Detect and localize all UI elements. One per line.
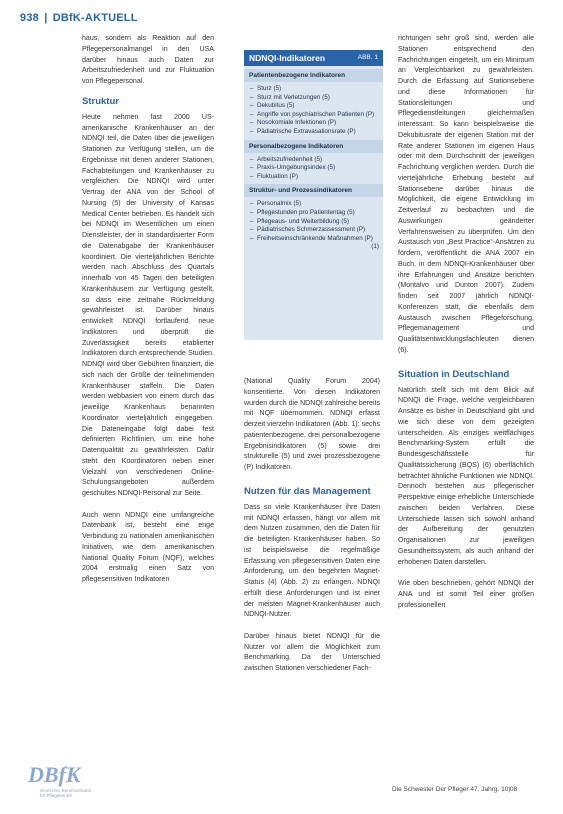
page-number: 938 bbox=[20, 12, 39, 24]
box-section-heading: Personalbezogene Indikatoren bbox=[244, 140, 383, 153]
col2-paragraph-1: (National Quality Forum 2004) konsentierte. Von diesen Indikatoren wurden durch die NDNQI zahlreiche bereits mit NQF übernommen. NDNQI erfasst derzeit vierzehn Indikatoren (Abb. 1): sechs patientenbezogene, drei personalbezogene Ergebnisindikatoren (5) sowie drei strukturelle (5) und zwei prozessbezogene (P) Indikatoren. bbox=[244, 378, 380, 471]
list-item: – Freiheitseinschränkende Maßnahmen (P) (1) bbox=[250, 235, 379, 244]
list-item: – Nosokomiale Infektionen (P) bbox=[250, 119, 379, 128]
header-separator: | bbox=[44, 12, 48, 24]
list-item: – Angriffe von psychiatrischen Patienten (P) bbox=[250, 111, 379, 120]
section-name: DBfK-AKTUELL bbox=[52, 12, 138, 24]
heading-struktur: Struktur bbox=[82, 95, 119, 107]
box-section-heading: Struktur- und Prozessindikatoren bbox=[244, 184, 383, 197]
list-item: – Personalmix (5) bbox=[250, 200, 379, 209]
list-item: – Pädiatrische Extravasationsrate (P) bbox=[250, 128, 379, 137]
box-list bbox=[244, 200, 383, 251]
list-item: – Pflegestunden pro Patiententag (5) bbox=[250, 209, 379, 218]
col3-paragraph-2: Natürlich stellt sich mit dem Blick auf NDNQI die Frage, welche vergleichbaren Ansätze es bisher in Deutschland gibt und wie sich diese von dem gezeigten unterscheiden. Als einziges weitflächiges Benchmarking-System erfüllt die Bundesgeschäftsstelle für Qualitätssicherung (BQS) (6) oberflächlich betrachtet ähnliche Funktionen wie NDNQI. Dennoch bestehen aus pflegerischer Perspektive einige erhebliche Unterschiede zwischen beiden Verfahren. Diese Unterschiede lassen sich sowohl anhand der Aufbereitung der genutzten Organisationen zur jeweiligen Gesundheitssystem, als auch anhand der erhobenen Daten darstellen. bbox=[398, 386, 534, 566]
page-footer: Die Schwester Der Pfleger 47. Jahrg. 10|08 bbox=[392, 786, 518, 793]
page-header bbox=[20, 12, 138, 24]
heading-situation: Situation in Deutschland bbox=[398, 368, 510, 380]
box-list bbox=[244, 156, 383, 182]
list-item: – Fluktuation (P) bbox=[250, 173, 379, 182]
column-3 bbox=[398, 34, 534, 611]
list-item: – Arbeitszufriedenheit (5) bbox=[250, 156, 379, 165]
list-item: – Dekubitus (5) bbox=[250, 102, 379, 111]
dbfk-logo bbox=[14, 762, 114, 802]
logo-subtitle: Deutscher Berufsverband für Pflegeberufe bbox=[40, 788, 92, 798]
col3-paragraph-3: Wie oben beschrieben, gehört NDNQI der ANA und ist somit Teil einer großen professionellen bbox=[398, 580, 534, 609]
column-2 bbox=[244, 377, 380, 675]
box-title bbox=[244, 50, 383, 66]
heading-nutzen: Nutzen für das Management bbox=[244, 485, 371, 497]
box-title-text: NDNQI-Indikatoren bbox=[249, 53, 326, 63]
box-section-heading: Patientenbezogene Indikatoren bbox=[244, 69, 383, 82]
box-list bbox=[244, 85, 383, 137]
col1-paragraph-3: Auch wenn NDNQI eine umfangreiche Datenbank ist, besteht eine enge Verbindung zu nationalen amerikanischen Initiativen, wie dem amerikanischen National Quality Forum (NQF), welches 2004 erstmalig einen Satz von pflegesensitiven Indikatoren bbox=[82, 511, 214, 583]
box-figure-tag: ABB. 1 bbox=[357, 54, 378, 61]
list-item: – Pflegeaus- und Weiterbildung (5) bbox=[250, 218, 379, 227]
list-item: – Sturz mit Verletzungen (5) bbox=[250, 94, 379, 103]
col1-paragraph-1: haus, sondern als Reaktion auf den Pflegepersonalmangel in den USA darüber hinaus auch Daten zur Arbeitszufriedenheit und zur Fluktuation von Pflegepersonal. bbox=[82, 35, 214, 85]
col1-paragraph-2: Heute nehmen fast 2000 US-amerikanische Krankenhäuser an der NDNQI teil, die Daten über die jeweiligen Stationen zur Verfügung stellen, um die Ergebnisse mit denen anderer Stationen, Fachabteilungen und Krankenhäuser zu vergleichen. Die NDNQI wird unter Vertrag der ANA von der School of Nursing (5) der University of Kansas Medical Center betrieben. Es handelt sich bei NDNQI im Wesentlichen um einen Dienstleister, der in standardisierter Form die Datenabgabe der Krankenhäuser koordiniert. Die vierteljährlichen Berichte werden nach Abschluss des Quartals innerhalb von 45 Tagen den beteiligten Krankenhäusern zur Verfügung gestellt, so dass eine zeitnahe Rückmeldung gewährleistet ist. Darüber hinaus entwickelt NDNQI fortlaufend neue Indikatoren und überprüft die Zuverlässigkeit bereits etablierter Indikatoren durch entsprechende Studien. NDNQI wird über Gebühren finanziert, die sich nach der Größe der teilnehmenden Krankenhäuser staffeln. Die Daten werden webbasiert von einem durch das jeweilige Krankenhaus benannten Koordinator vierteljährlich eingegeben. Die Dateneingabe folgt dabei fest definierten Richtlinien, um eine hohe Datenqualität zu gewährleisten. Dafür steht den Koordinatoren neben einer Vielzahl von verschiedenen Online-Schulungsangeboten außerdem geschultes NDNQI-Personal zur Seite. bbox=[82, 113, 214, 497]
col2-paragraph-3: Darüber hinaus bietet NDNQI für die Nutzer vor allem die Möglichkeit zum Benchmarking. Da der Unterschied zwischen Stationen verschiedener Fach- bbox=[244, 632, 380, 672]
list-item: – Sturz (5) bbox=[250, 85, 379, 94]
logo-wordmark: DBfK bbox=[28, 762, 81, 787]
list-item: – Pädiatrisches Schmerzassessment (P) bbox=[250, 226, 379, 235]
col2-paragraph-2: Dass so viele Krankenhäuser ihre Daten mit NDNQI erfassen, hängt vor allem mit dem Nutzen zusammen, den die Daten für die beteiligten Krankenhäuser haben. So ist beispielsweise die regelmäßige Erfassung von pflegesensitiven Daten eine Anforderung, um den begehrten Magnet-Status (4) (Abb. 2) zu erlangen. NDNQI erfüllt diese Anforderungen und ist einer der meisten Magnet-Krankenhäuser auch NDNQI-Nutzer. bbox=[244, 503, 380, 619]
col3-paragraph-1: richtungen sehr groß sind, werden alle Stationen entsprechend den Fachrichtungen eingeteilt, um ein Minimum an Vergleichbarkeit zu gewährleisten. Durch die Erfassung auf Stationsebene und diese Informationen für Stationsleitungen und Pflegedienstleitungen gleichermaßen interessant. So kann beispielsweise die Dekubitusrate der eigenen Station mit der Rate anderer Stationen im eigenen Haus oder mit dem Durchschnitt der jeweiligen Fachrichtung verglichen werden. Durch die vierteljährliche Erhebung besteht auf Stationsebene darüber hinaus die Möglichkeit, die eigene Entwicklung im Zeitverlauf zu beobachten und die Auswirkungen geänderter Verfahrensweisen zu überprüfen. Um den Austausch von „Best Practice“-Ansätzen zu fördern, veröffentlicht die ANA 2007 ein Buch, in dem NDNQI-Krankenhäuser über ihre Erfahrungen und Ansätze berichten (Montalvo und Dunton 2007). Zudem finden seit 2007 jährlich NDNQI-Konferenzen statt, die ebenfalls dem Austausch zwischen Pflegeforschung, Pflegemanagement und Qualitätsentwicklungsfachleuten dienen (6). bbox=[398, 35, 534, 354]
list-item: – Praxis-Umgebungsindex (5) bbox=[250, 164, 379, 173]
reference-number: (1) bbox=[371, 243, 379, 251]
column-1 bbox=[82, 34, 214, 586]
indicator-box bbox=[244, 50, 383, 340]
